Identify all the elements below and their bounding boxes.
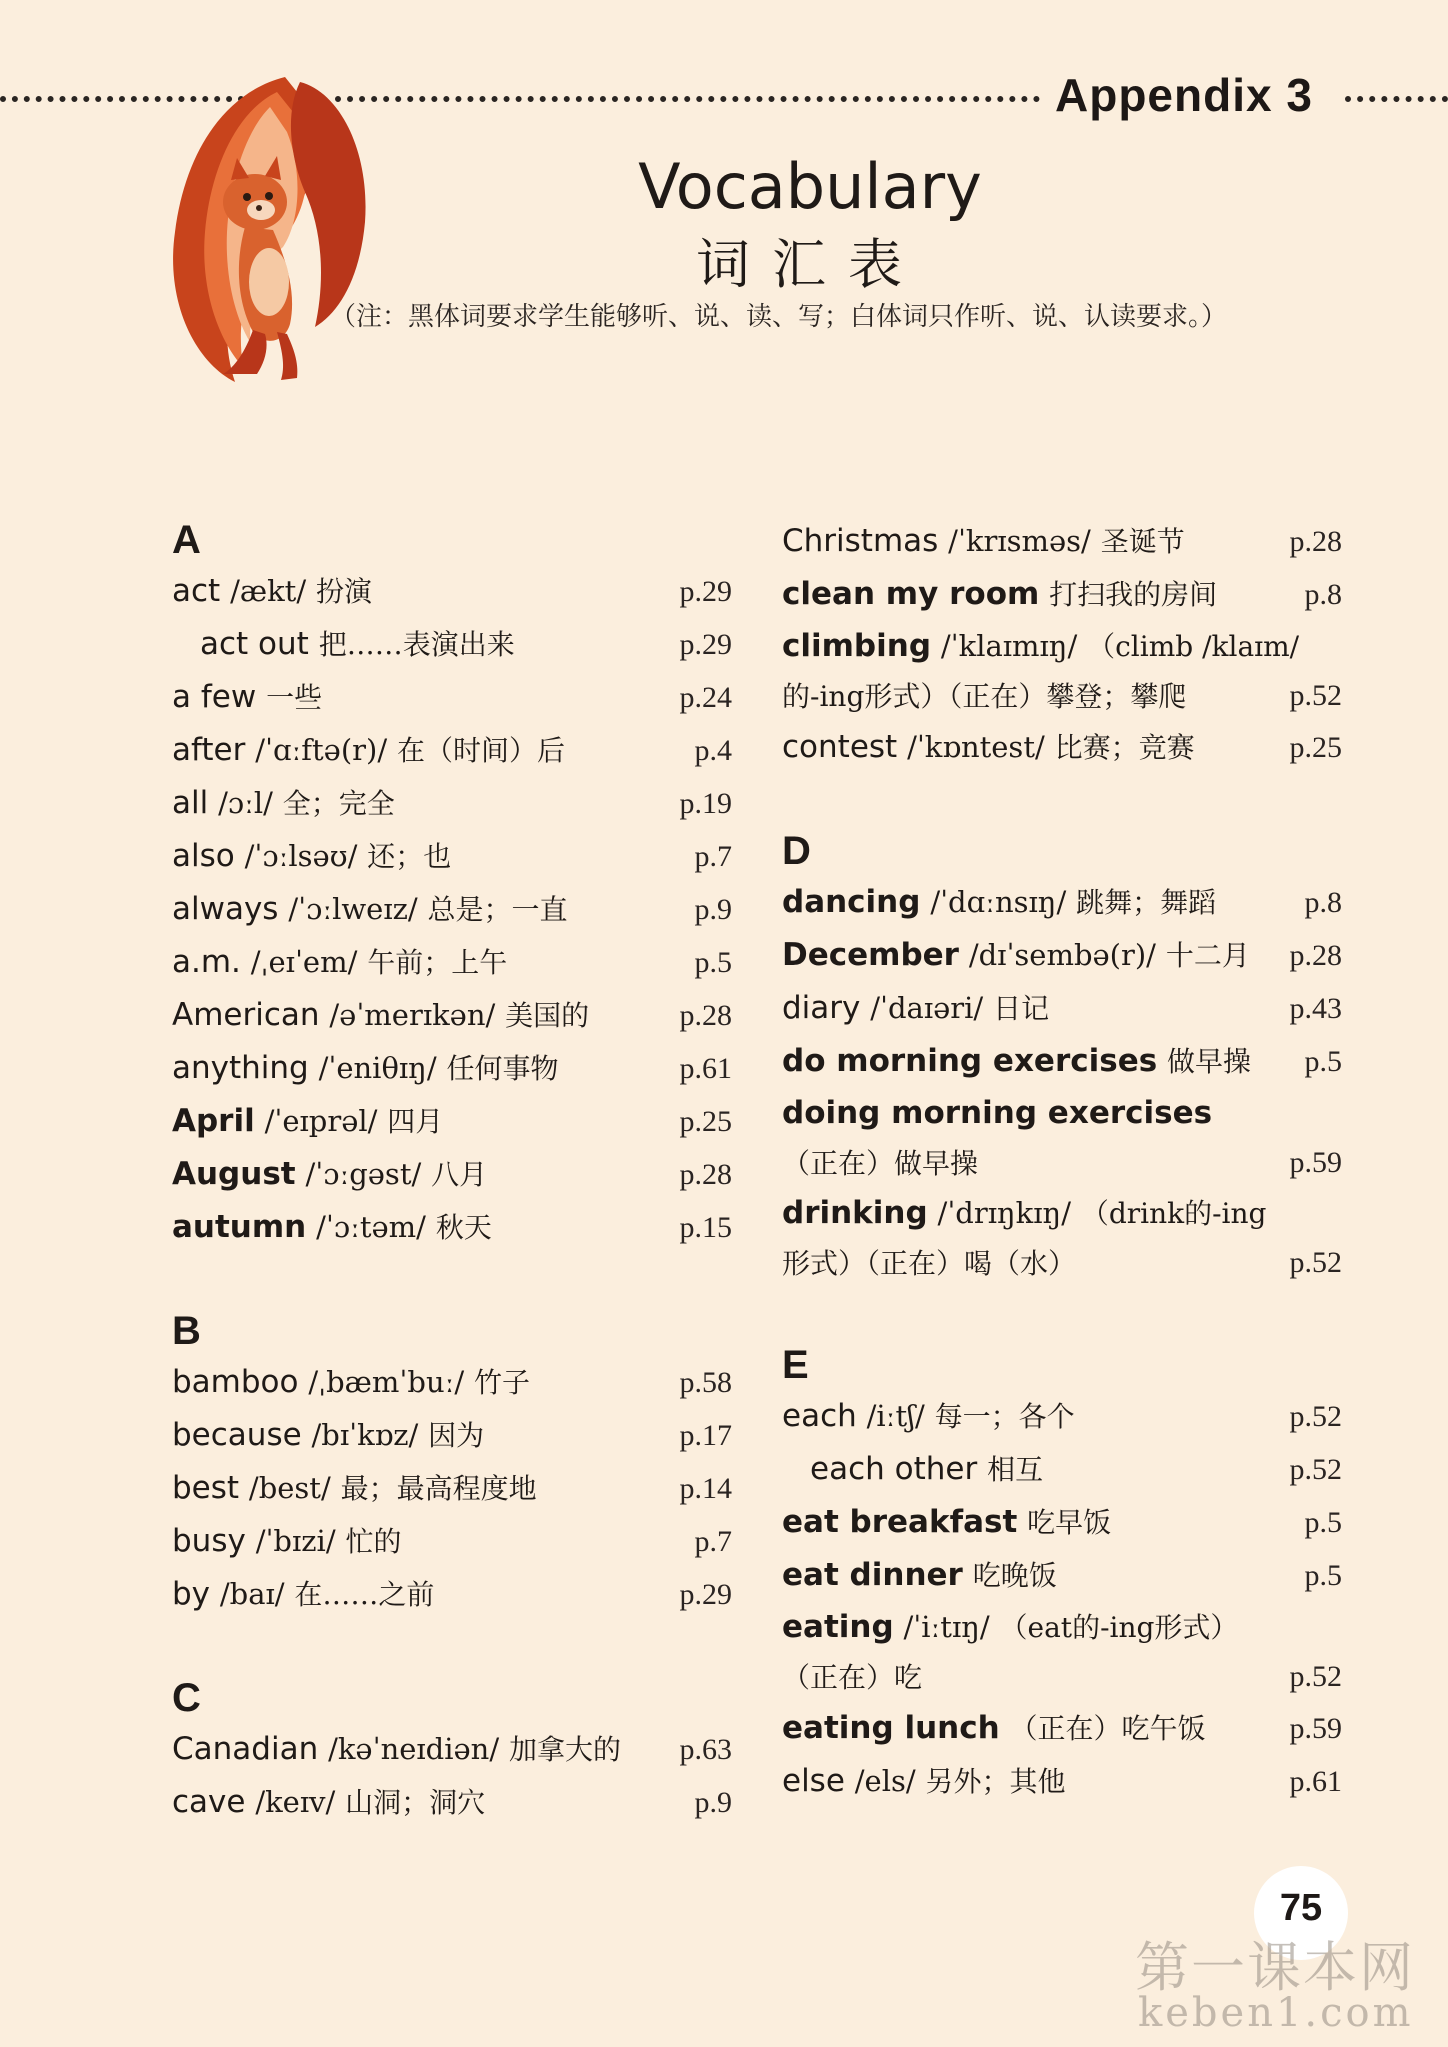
vocab-word: climbing [782,628,932,664]
vocab-word: anything [172,1050,309,1086]
vocab-page: p.28 [679,1158,732,1191]
dotted-rule-right [1345,96,1448,102]
vocab-entry-clean-my-room [782,568,1342,621]
section-letter-a: A [172,518,201,562]
page-number: 75 [1279,1887,1323,1929]
vocab-phonetic: /best/ [248,1471,331,1505]
vocab-page: p.5 [1304,1559,1342,1592]
vocab-phonetic: /əˈmerɪkən/ [329,998,496,1032]
vocab-entry-august [172,1148,732,1201]
vocab-meaning: 总是；一直 [427,893,568,926]
vocab-meaning: 竹子 [474,1366,531,1399]
vocab-entry-eat-dinner [782,1549,1342,1602]
vocab-entry-also [172,830,732,883]
vocab-word: act [172,573,221,609]
vocab-phonetic: /baɪ/ [219,1577,285,1611]
vocab-phonetic: /ˌeɪˈem/ [250,945,358,979]
vocab-word: American [172,997,320,1033]
vocab-meaning: 午前；上午 [367,946,508,979]
vocab-word: doing morning exercises [782,1095,1213,1131]
vocab-page: p.7 [694,840,732,873]
vocab-word: each [782,1398,857,1434]
vocab-page: p.61 [1289,1765,1342,1798]
vocab-meaning: 形式）（正在）喝（水） [782,1247,1077,1280]
vocab-meaning: 吃早饭 [1027,1506,1112,1539]
vocab-phonetic: /iːtʃ/ [866,1399,925,1433]
vocab-entry-canadian [172,1723,732,1776]
vocab-meaning: （正在）吃午饭 [1009,1712,1206,1745]
vocab-word: August [172,1156,296,1192]
vocab-word: eat breakfast [782,1504,1018,1540]
vocab-entry-climbing-cont [782,671,1342,721]
vocab-entry-always [172,883,732,936]
section-gap [172,1621,732,1673]
vocab-entry-a-few [172,671,732,724]
vocab-meaning: 在……之前 [294,1578,435,1611]
vocab-phonetic: /ˈkrɪsməs/ [948,524,1091,558]
vocab-meaning: 还；也 [367,840,452,873]
page-title: Vocabulary [638,150,982,223]
vocab-word: because [172,1417,302,1453]
page-note: （注：黑体词要求学生能够听、说、读、写；白体词只作听、说、认读要求。） [330,302,1228,332]
vocab-meaning: 圣诞节 [1100,525,1185,558]
vocab-entry-drinking-cont [782,1238,1342,1288]
vocab-page: p.4 [694,734,732,767]
vocab-entry-busy [172,1515,732,1568]
vocab-meaning: 美国的 [505,999,590,1032]
vocab-word: all [172,785,209,821]
vocab-word: dancing [782,884,921,920]
vocab-meaning: 吃晚饭 [972,1559,1057,1592]
section-gap [782,1288,1342,1340]
vocab-phonetic: /ækt/ [230,574,307,608]
vocab-page: p.15 [679,1211,732,1244]
vocab-entry-am [172,936,732,989]
vocab-entry-christmas [782,515,1342,568]
vocab-word: December [782,937,959,973]
vocab-meaning: 日记 [993,992,1050,1025]
vocab-entry-else [782,1755,1342,1808]
vocab-word: eating [782,1609,894,1645]
section-gap [782,774,1342,826]
section-gap [172,1254,732,1306]
vocab-phonetic: /ˈeniθɪŋ/ [318,1051,437,1085]
vocab-meaning: 最；最高程度地 [340,1472,537,1505]
vocab-page: p.25 [1289,731,1342,764]
vocab-page: p.5 [694,946,732,979]
vocab-entry-doing-morning-exercises-cont [782,1138,1342,1188]
vocab-word: busy [172,1523,246,1559]
vocab-meaning: 十二月 [1165,939,1250,972]
vocab-phonetic: /ˌbæmˈbuː/ [308,1365,465,1399]
vocab-page: p.52 [1289,1400,1342,1433]
vocab-column-right [782,515,1342,1808]
vocab-page: p.52 [1289,1246,1342,1279]
vocab-page: p.24 [679,681,732,714]
vocab-page: p.9 [694,893,732,926]
watermark-text: 第一课本网 [1135,1936,1415,1999]
section-letter-d: D [782,829,811,873]
vocab-phonetic: /ˈdaɪəri/ [870,991,984,1025]
vocab-meaning: 八月 [431,1158,488,1191]
vocab-meaning: 忙的 [345,1525,402,1558]
vocab-phonetic: /ˈeɪprəl/ [264,1104,378,1138]
vocab-meaning: （drink的-ing [1080,1197,1267,1230]
vocab-meaning: （正在）吃 [782,1661,923,1694]
vocab-page: p.5 [1304,1506,1342,1539]
vocab-word: autumn [172,1209,307,1245]
vocab-phonetic: /ˈɑːftə(r)/ [255,733,388,767]
vocab-word: clean my room [782,576,1040,612]
vocab-page: p.29 [679,1578,732,1611]
vocab-phonetic: /ˈɔːtəm/ [316,1210,426,1244]
vocab-entry-diary [782,982,1342,1035]
vocab-phonetic: /ˈdɑːnsɪŋ/ [930,885,1067,919]
vocab-meaning: 每一；各个 [934,1400,1075,1433]
vocab-entry-eating-lunch [782,1702,1342,1755]
vocab-phonetic: /ɔːl/ [218,786,273,820]
vocab-entry-climbing [782,621,1342,671]
vocab-entry-bamboo [172,1356,732,1409]
vocab-phonetic: /ˈklaɪmɪŋ/ [940,629,1078,663]
vocab-word: cave [172,1784,246,1820]
section-letter-b: B [172,1309,201,1353]
vocab-phonetic: /bɪˈkɒz/ [311,1418,419,1452]
vocab-word: eat dinner [782,1557,963,1593]
vocab-entry-drinking [782,1188,1342,1238]
vocab-entry-act-out [172,618,732,671]
vocab-page: p.8 [1304,886,1342,919]
vocab-meaning: 任何事物 [446,1052,559,1085]
vocab-meaning: 在（时间）后 [396,734,565,767]
vocab-entry-dancing [782,876,1342,929]
vocab-page: p.61 [679,1052,732,1085]
vocab-phonetic: /ˈɔːlweɪz/ [288,892,418,926]
vocab-meaning: 做早操 [1167,1045,1252,1078]
vocab-entry-after [172,724,732,777]
vocab-word: by [172,1576,211,1612]
vocab-meaning: （正在）做早操 [782,1147,979,1180]
vocab-word: also [172,838,235,874]
vocab-entry-american [172,989,732,1042]
vocab-entry-cave [172,1776,732,1829]
vocab-entry-anything [172,1042,732,1095]
page-title-chinese: 词汇表 [696,233,924,296]
vocab-meaning: 四月 [387,1105,444,1138]
vocab-phonetic: /ˈdrɪŋkɪŋ/ [937,1196,1071,1230]
vocab-page: p.29 [679,575,732,608]
vocab-column-left [172,515,732,1829]
vocab-page: p.52 [1289,1453,1342,1486]
vocab-entry-best [172,1462,732,1515]
vocab-page: p.28 [1289,939,1342,972]
vocab-page: p.63 [679,1733,732,1766]
vocab-meaning: 比赛；竞赛 [1054,731,1195,764]
section-letter-c: C [172,1676,201,1720]
vocab-phonetic: /ˈkɒntest/ [907,730,1045,764]
vocab-word: Canadian [172,1731,319,1767]
vocab-phonetic: /ˈɔːgəst/ [305,1157,422,1191]
vocab-meaning: 全；完全 [282,787,395,820]
section-letter-e: E [782,1343,809,1387]
vocab-meaning: 另外；其他 [925,1765,1066,1798]
vocab-word: else [782,1763,845,1799]
vocab-entry-do-morning-exercises [782,1035,1342,1088]
watermark-url: keben1.com [1138,1990,1414,2036]
vocab-phonetic: /ˈiːtɪŋ/ [903,1610,990,1644]
vocab-entry-act [172,565,732,618]
vocab-entry-april [172,1095,732,1148]
vocab-page: p.29 [679,628,732,661]
vocab-word: after [172,732,246,768]
vocab-page: p.25 [679,1105,732,1138]
vocab-phonetic: /dɪˈsembə(r)/ [968,938,1156,972]
vocab-page: p.9 [694,1786,732,1819]
vocab-meaning: 一些 [266,681,323,714]
dotted-rule-middle [335,96,1040,102]
vocab-word: each other [810,1451,978,1487]
vocab-entry-all [172,777,732,830]
vocab-page: p.17 [679,1419,732,1452]
vocab-word: April [172,1103,255,1139]
vocab-page: p.52 [1289,1660,1342,1693]
vocab-entry-eat-breakfast [782,1496,1342,1549]
vocab-word: a.m. [172,944,241,980]
vocab-meaning: 把……表演出来 [318,628,515,661]
vocab-page: p.14 [679,1472,732,1505]
vocab-page: p.28 [679,999,732,1032]
vocab-phonetic: /kəˈneɪdiən/ [328,1732,500,1766]
vocab-meaning: 加拿大的 [509,1733,622,1766]
vocab-entry-by [172,1568,732,1621]
vocab-meaning: 山洞；洞穴 [345,1786,486,1819]
vocab-meaning: （climb /klaɪm/ [1087,630,1300,663]
vocab-word: drinking [782,1195,928,1231]
vocab-word: bamboo [172,1364,299,1400]
vocab-entry-each-other [782,1443,1342,1496]
vocab-page: p.59 [1289,1146,1342,1179]
vocab-page: p.59 [1289,1712,1342,1745]
vocab-word: act out [200,626,309,662]
vocab-page: p.28 [1289,525,1342,558]
vocab-entry-autumn [172,1201,732,1254]
vocab-page: p.58 [679,1366,732,1399]
vocab-entry-because [172,1409,732,1462]
vocab-phonetic: /ˈbɪzi/ [255,1524,336,1558]
vocab-entry-each [782,1390,1342,1443]
vocab-page: p.7 [694,1525,732,1558]
vocab-phonetic: /keɪv/ [255,1785,336,1819]
vocab-entry-eating [782,1602,1342,1652]
vocab-page: p.19 [679,787,732,820]
vocab-meaning: 的-ing形式）（正在）攀登；攀爬 [782,680,1187,713]
vocab-word: always [172,891,279,927]
vocab-page: p.5 [1304,1045,1342,1078]
vocab-word: Christmas [782,523,939,559]
vocab-page: p.8 [1304,578,1342,611]
vocab-meaning: （eat的-ing形式） [999,1611,1239,1644]
vocab-meaning: 扮演 [315,575,372,608]
vocab-word: do morning exercises [782,1043,1158,1079]
appendix-label: Appendix 3 [1055,69,1313,121]
vocab-meaning: 相互 [987,1453,1044,1486]
vocab-word: contest [782,729,898,765]
vocab-word: diary [782,990,861,1026]
vocab-entry-december [782,929,1342,982]
vocab-entry-contest [782,721,1342,774]
vocab-phonetic: /els/ [854,1764,916,1798]
vocab-meaning: 跳舞；舞蹈 [1076,886,1217,919]
vocab-page: p.43 [1289,992,1342,1025]
vocab-page: p.52 [1289,679,1342,712]
vocab-entry-eating-cont [782,1652,1342,1702]
vocab-meaning: 打扫我的房间 [1049,578,1218,611]
vocab-phonetic: /ˈɔːlsəʊ/ [244,839,358,873]
vocab-entry-doing-morning-exercises [782,1088,1342,1138]
vocab-word: best [172,1470,240,1506]
vocab-meaning: 因为 [428,1419,485,1452]
vocab-word: eating lunch [782,1710,1000,1746]
vocab-word: a few [172,679,257,715]
vocab-meaning: 秋天 [435,1211,492,1244]
